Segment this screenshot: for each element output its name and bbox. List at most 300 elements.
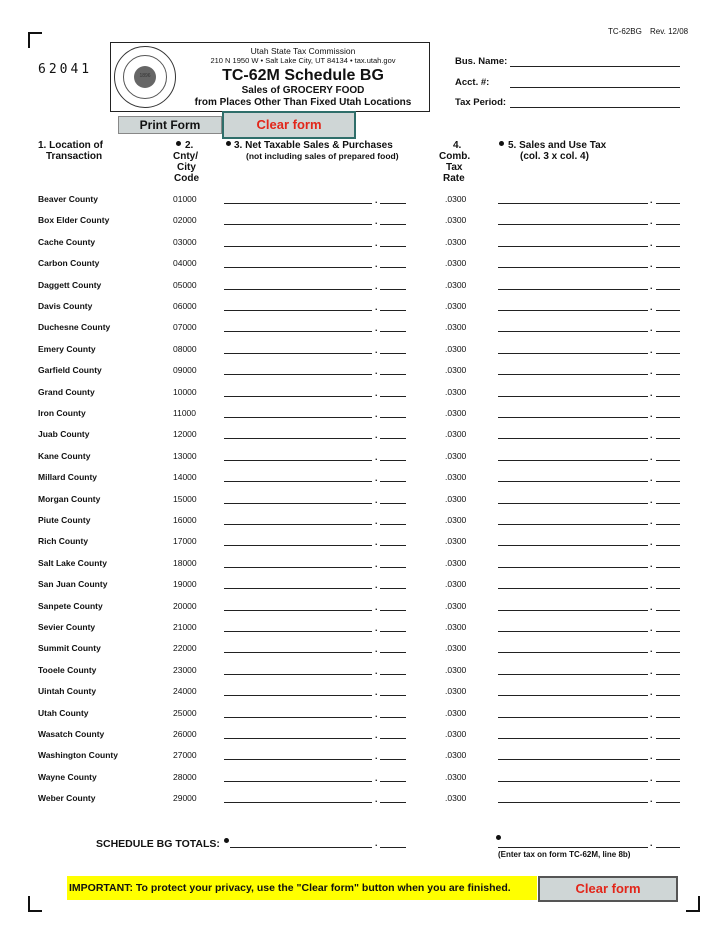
col4-header-line3: Tax bbox=[446, 162, 463, 173]
tax-rate: .0300 bbox=[445, 515, 467, 525]
net-sales-input[interactable] bbox=[224, 353, 372, 354]
tax-cents-input[interactable] bbox=[656, 331, 680, 332]
net-sales-input[interactable] bbox=[224, 460, 372, 461]
decimal-point: . bbox=[375, 644, 378, 654]
net-sales-cents-input[interactable] bbox=[380, 310, 406, 311]
tax-rate: .0300 bbox=[445, 301, 467, 311]
tax-cents-input[interactable] bbox=[656, 545, 680, 546]
county-name: Rich County bbox=[38, 536, 89, 546]
tax-rate: .0300 bbox=[445, 622, 467, 632]
tax-rate: .0300 bbox=[445, 708, 467, 718]
net-sales-cents-input[interactable] bbox=[380, 267, 406, 268]
col2-header-line3: City bbox=[177, 162, 196, 173]
county-code: 21000 bbox=[173, 622, 197, 632]
county-code: 03000 bbox=[173, 237, 197, 247]
net-sales-cents-input[interactable] bbox=[380, 224, 406, 225]
tax-cents-input[interactable] bbox=[656, 438, 680, 439]
tax-cents-input[interactable] bbox=[656, 374, 680, 375]
decimal-point: . bbox=[375, 709, 378, 719]
tax-decimal-point: . bbox=[650, 345, 653, 355]
decimal-point: . bbox=[375, 623, 378, 633]
county-name: Salt Lake County bbox=[38, 558, 107, 568]
tax-amount-input[interactable] bbox=[498, 353, 648, 354]
tax-cents-input[interactable] bbox=[656, 695, 680, 696]
net-sales-cents-input[interactable] bbox=[380, 717, 406, 718]
tax-amount-input[interactable] bbox=[498, 267, 648, 268]
county-code: 15000 bbox=[173, 494, 197, 504]
form-subtitle-2: from Places Other Than Fixed Utah Locations bbox=[194, 97, 412, 108]
tax-cents-input[interactable] bbox=[656, 717, 680, 718]
agency-address: 210 N 1950 W • Salt Lake City, UT 84134 • tax.utah.gov bbox=[210, 56, 396, 65]
decimal-point: . bbox=[375, 195, 378, 205]
tax-decimal-point: . bbox=[650, 644, 653, 654]
county-code: 25000 bbox=[173, 708, 197, 718]
net-sales-cents-input[interactable] bbox=[380, 524, 406, 525]
bullet-icon bbox=[224, 838, 229, 843]
tax-amount-input[interactable] bbox=[498, 610, 648, 611]
net-sales-input[interactable] bbox=[224, 781, 372, 782]
tax-amount-input[interactable] bbox=[498, 567, 648, 568]
net-sales-cents-input[interactable] bbox=[380, 481, 406, 482]
net-sales-cents-input[interactable] bbox=[380, 567, 406, 568]
net-sales-cents-input[interactable] bbox=[380, 695, 406, 696]
tax-rate: .0300 bbox=[445, 601, 467, 611]
county-name: Grand County bbox=[38, 387, 95, 397]
tax-decimal-point: . bbox=[650, 195, 653, 205]
decimal-point: . bbox=[375, 473, 378, 483]
net-sales-cents-input[interactable] bbox=[380, 246, 406, 247]
tax-amount-input[interactable] bbox=[498, 460, 648, 461]
tax-amount-input[interactable] bbox=[498, 374, 648, 375]
col1-header-line1: 1. Location of bbox=[38, 140, 103, 151]
tax-decimal-point: . bbox=[650, 687, 653, 697]
county-code: 16000 bbox=[173, 515, 197, 525]
tax-decimal-point: . bbox=[650, 281, 653, 291]
corner-mark-bottom-left bbox=[28, 896, 42, 912]
tax-cents-input[interactable] bbox=[656, 674, 680, 675]
clear-form-button[interactable]: Clear form bbox=[222, 111, 356, 139]
tax-rate: .0300 bbox=[445, 686, 467, 696]
tax-cents-input[interactable] bbox=[656, 738, 680, 739]
decimal-point: . bbox=[375, 366, 378, 376]
tax-decimal-point: . bbox=[650, 537, 653, 547]
decimal-point: . bbox=[375, 730, 378, 740]
col4-header-line4: Rate bbox=[443, 173, 465, 184]
tax-rate: .0300 bbox=[445, 536, 467, 546]
county-code: 26000 bbox=[173, 729, 197, 739]
tax-decimal-point: . bbox=[650, 751, 653, 761]
tax-decimal-point: . bbox=[650, 794, 653, 804]
county-name: Uintah County bbox=[38, 686, 97, 696]
net-sales-input[interactable] bbox=[224, 545, 372, 546]
tax-rate: .0300 bbox=[445, 322, 467, 332]
net-sales-cents-input[interactable] bbox=[380, 802, 406, 803]
tax-rate: .0300 bbox=[445, 472, 467, 482]
county-code: 17000 bbox=[173, 536, 197, 546]
tax-rate: .0300 bbox=[445, 494, 467, 504]
county-name: Piute County bbox=[38, 515, 91, 525]
county-name: Millard County bbox=[38, 472, 98, 482]
tax-cents-input[interactable] bbox=[656, 567, 680, 568]
net-sales-cents-input[interactable] bbox=[380, 588, 406, 589]
county-code: 29000 bbox=[173, 793, 197, 803]
totals-decimal-point: . bbox=[375, 838, 378, 848]
corner-mark-top-left bbox=[28, 32, 42, 48]
net-sales-cents-input[interactable] bbox=[380, 759, 406, 760]
county-code: 12000 bbox=[173, 429, 197, 439]
net-sales-input[interactable] bbox=[224, 331, 372, 332]
form-revision: Rev. 12/08 bbox=[650, 27, 689, 36]
tax-decimal-point: . bbox=[650, 623, 653, 633]
tax-amount-input[interactable] bbox=[498, 203, 648, 204]
county-name: Duchesne County bbox=[38, 322, 111, 332]
tax-amount-input[interactable] bbox=[498, 545, 648, 546]
tax-cents-input[interactable] bbox=[656, 460, 680, 461]
tax-decimal-point: . bbox=[650, 302, 653, 312]
decimal-point: . bbox=[375, 259, 378, 269]
net-sales-input[interactable] bbox=[224, 417, 372, 418]
county-name: Morgan County bbox=[38, 494, 101, 504]
tax-cents-input[interactable] bbox=[656, 781, 680, 782]
tax-amount-input[interactable] bbox=[498, 759, 648, 760]
decimal-point: . bbox=[375, 238, 378, 248]
tax-decimal-point: . bbox=[650, 216, 653, 226]
net-sales-cents-input[interactable] bbox=[380, 781, 406, 782]
totals-tax-input[interactable] bbox=[498, 847, 648, 848]
net-sales-input[interactable] bbox=[224, 524, 372, 525]
county-code: 27000 bbox=[173, 750, 197, 760]
tax-amount-input[interactable] bbox=[498, 481, 648, 482]
net-sales-cents-input[interactable] bbox=[380, 738, 406, 739]
decimal-point: . bbox=[375, 751, 378, 761]
county-name: Iron County bbox=[38, 408, 86, 418]
county-name: Garfield County bbox=[38, 365, 102, 375]
tax-amount-input[interactable] bbox=[498, 224, 648, 225]
county-code: 10000 bbox=[173, 387, 197, 397]
col2-header-line2: Cnty/ bbox=[173, 151, 198, 162]
important-notice: IMPORTANT: To protect your privacy, use the "Clear form" button when you are finished. bbox=[67, 876, 537, 900]
totals-note: (Enter tax on form TC-62M, line 8b) bbox=[498, 850, 631, 859]
net-sales-cents-input[interactable] bbox=[380, 203, 406, 204]
form-id: TC-62BG bbox=[608, 27, 642, 36]
net-sales-cents-input[interactable] bbox=[380, 610, 406, 611]
tax-cents-input[interactable] bbox=[656, 588, 680, 589]
county-name: Davis County bbox=[38, 301, 93, 311]
county-name: Carbon County bbox=[38, 258, 100, 268]
decimal-point: . bbox=[375, 388, 378, 398]
county-code: 02000 bbox=[173, 215, 197, 225]
county-name: Weber County bbox=[38, 793, 96, 803]
tax-cents-input[interactable] bbox=[656, 310, 680, 311]
tax-decimal-point: . bbox=[650, 388, 653, 398]
county-name: Daggett County bbox=[38, 280, 102, 290]
net-sales-input[interactable] bbox=[224, 503, 372, 504]
tax-rate: .0300 bbox=[445, 215, 467, 225]
corner-mark-bottom-right bbox=[686, 896, 700, 912]
tax-amount-input[interactable] bbox=[498, 503, 648, 504]
net-sales-cents-input[interactable] bbox=[380, 631, 406, 632]
form-title: TC-62M Schedule BG bbox=[222, 67, 384, 84]
tax-amount-input[interactable] bbox=[498, 674, 648, 675]
net-sales-input[interactable] bbox=[224, 438, 372, 439]
tax-rate: .0300 bbox=[445, 793, 467, 803]
tax-decimal-point: . bbox=[650, 366, 653, 376]
net-sales-cents-input[interactable] bbox=[380, 417, 406, 418]
county-code: 04000 bbox=[173, 258, 197, 268]
totals-net-sales-cents-input[interactable] bbox=[380, 847, 406, 848]
net-sales-cents-input[interactable] bbox=[380, 374, 406, 375]
tax-decimal-point: . bbox=[650, 709, 653, 719]
tax-decimal-point: . bbox=[650, 666, 653, 676]
tax-decimal-point: . bbox=[650, 259, 653, 269]
county-name: Summit County bbox=[38, 643, 101, 653]
tax-amount-input[interactable] bbox=[498, 524, 648, 525]
tax-cents-input[interactable] bbox=[656, 267, 680, 268]
net-sales-input[interactable] bbox=[224, 802, 372, 803]
decimal-point: . bbox=[375, 281, 378, 291]
county-name: Utah County bbox=[38, 708, 89, 718]
tax-amount-input[interactable] bbox=[498, 802, 648, 803]
tax-cents-input[interactable] bbox=[656, 481, 680, 482]
net-sales-input[interactable] bbox=[224, 588, 372, 589]
bullet-icon bbox=[496, 835, 501, 840]
tax-rate: .0300 bbox=[445, 258, 467, 268]
decimal-point: . bbox=[375, 452, 378, 462]
net-sales-cents-input[interactable] bbox=[380, 652, 406, 653]
county-code: 22000 bbox=[173, 643, 197, 653]
decimal-point: . bbox=[375, 302, 378, 312]
net-sales-cents-input[interactable] bbox=[380, 438, 406, 439]
net-sales-input[interactable] bbox=[224, 267, 372, 268]
acct-label: Acct. #: bbox=[455, 77, 490, 88]
decimal-point: . bbox=[375, 516, 378, 526]
tax-rate: .0300 bbox=[445, 665, 467, 675]
net-sales-input[interactable] bbox=[224, 759, 372, 760]
county-code: 13000 bbox=[173, 451, 197, 461]
net-sales-input[interactable] bbox=[224, 695, 372, 696]
tax-rate: .0300 bbox=[445, 451, 467, 461]
tax-cents-input[interactable] bbox=[656, 289, 680, 290]
tax-decimal-point: . bbox=[650, 323, 653, 333]
col5-header-line1: 5. Sales and Use Tax bbox=[508, 140, 607, 151]
county-name: Sanpete County bbox=[38, 601, 103, 611]
col4-header-line1: 4. bbox=[453, 140, 462, 151]
decimal-point: . bbox=[375, 602, 378, 612]
tax-decimal-point: . bbox=[650, 516, 653, 526]
tax-cents-input[interactable] bbox=[656, 353, 680, 354]
net-sales-input[interactable] bbox=[224, 289, 372, 290]
decimal-point: . bbox=[375, 559, 378, 569]
print-form-button[interactable]: Print Form bbox=[118, 116, 222, 134]
tax-cents-input[interactable] bbox=[656, 631, 680, 632]
tax-amount-input[interactable] bbox=[498, 246, 648, 247]
tax-rate: .0300 bbox=[445, 387, 467, 397]
tax-rate: .0300 bbox=[445, 729, 467, 739]
tax-rate: .0300 bbox=[445, 429, 467, 439]
col2-header-line4: Code bbox=[174, 173, 199, 184]
tax-amount-input[interactable] bbox=[498, 310, 648, 311]
tax-cents-input[interactable] bbox=[656, 246, 680, 247]
tax-decimal-point: . bbox=[650, 580, 653, 590]
net-sales-input[interactable] bbox=[224, 717, 372, 718]
decimal-point: . bbox=[375, 495, 378, 505]
county-name: Wasatch County bbox=[38, 729, 105, 739]
county-code: 19000 bbox=[173, 579, 197, 589]
tax-amount-input[interactable] bbox=[498, 396, 648, 397]
col3-header-line1: 3. Net Taxable Sales & Purchases bbox=[234, 140, 393, 151]
tax-rate: .0300 bbox=[445, 558, 467, 568]
tax-rate: .0300 bbox=[445, 344, 467, 354]
tax-cents-input[interactable] bbox=[656, 203, 680, 204]
tax-period-input[interactable] bbox=[510, 107, 680, 108]
col3-header-line2: (not including sales of prepared food) bbox=[246, 151, 399, 161]
tax-amount-input[interactable] bbox=[498, 695, 648, 696]
county-code: 18000 bbox=[173, 558, 197, 568]
tax-cents-input[interactable] bbox=[656, 524, 680, 525]
form-number: 62041 bbox=[38, 62, 93, 77]
tax-decimal-point: . bbox=[650, 773, 653, 783]
tax-decimal-point: . bbox=[650, 238, 653, 248]
decimal-point: . bbox=[375, 580, 378, 590]
totals-tax-cents-input[interactable] bbox=[656, 847, 680, 848]
acct-input[interactable] bbox=[510, 87, 680, 88]
county-name: Tooele County bbox=[38, 665, 97, 675]
county-code: 07000 bbox=[173, 322, 197, 332]
decimal-point: . bbox=[375, 409, 378, 419]
tax-amount-input[interactable] bbox=[498, 588, 648, 589]
decimal-point: . bbox=[375, 794, 378, 804]
county-code: 24000 bbox=[173, 686, 197, 696]
net-sales-input[interactable] bbox=[224, 310, 372, 311]
totals-label: SCHEDULE BG TOTALS: bbox=[96, 838, 220, 850]
tax-cents-input[interactable] bbox=[656, 396, 680, 397]
decimal-point: . bbox=[375, 430, 378, 440]
tax-rate: .0300 bbox=[445, 643, 467, 653]
tax-rate: .0300 bbox=[445, 280, 467, 290]
net-sales-input[interactable] bbox=[224, 203, 372, 204]
county-name: Cache County bbox=[38, 237, 96, 247]
net-sales-cents-input[interactable] bbox=[380, 353, 406, 354]
tax-cents-input[interactable] bbox=[656, 417, 680, 418]
net-sales-cents-input[interactable] bbox=[380, 503, 406, 504]
net-sales-cents-input[interactable] bbox=[380, 545, 406, 546]
net-sales-input[interactable] bbox=[224, 481, 372, 482]
col1-header-line2: Transaction bbox=[46, 151, 103, 162]
decimal-point: . bbox=[375, 216, 378, 226]
net-sales-cents-input[interactable] bbox=[380, 289, 406, 290]
tax-cents-input[interactable] bbox=[656, 503, 680, 504]
county-code: 09000 bbox=[173, 365, 197, 375]
tax-rate: .0300 bbox=[445, 772, 467, 782]
tax-amount-input[interactable] bbox=[498, 717, 648, 718]
state-seal-icon bbox=[114, 46, 176, 108]
county-name: Wayne County bbox=[38, 772, 97, 782]
clear-form-button-bottom[interactable]: Clear form bbox=[538, 876, 678, 902]
net-sales-input[interactable] bbox=[224, 738, 372, 739]
net-sales-cents-input[interactable] bbox=[380, 396, 406, 397]
county-code: 11000 bbox=[173, 408, 197, 418]
tax-cents-input[interactable] bbox=[656, 224, 680, 225]
net-sales-input[interactable] bbox=[224, 396, 372, 397]
bullet-icon bbox=[176, 141, 181, 146]
tax-rate: .0300 bbox=[445, 365, 467, 375]
net-sales-input[interactable] bbox=[224, 224, 372, 225]
county-name: Washington County bbox=[38, 750, 118, 760]
county-name: Juab County bbox=[38, 429, 90, 439]
county-code: 14000 bbox=[173, 472, 197, 482]
bus-name-input[interactable] bbox=[510, 66, 680, 67]
tax-amount-input[interactable] bbox=[498, 331, 648, 332]
net-sales-input[interactable] bbox=[224, 374, 372, 375]
county-code: 08000 bbox=[173, 344, 197, 354]
bullet-icon bbox=[499, 141, 504, 146]
decimal-point: . bbox=[375, 687, 378, 697]
form-subtitle-1: Sales of GROCERY FOOD bbox=[241, 85, 365, 96]
col5-header-line2: (col. 3 x col. 4) bbox=[520, 151, 589, 162]
county-code: 28000 bbox=[173, 772, 197, 782]
net-sales-input[interactable] bbox=[224, 246, 372, 247]
tax-decimal-point: . bbox=[650, 473, 653, 483]
tax-amount-input[interactable] bbox=[498, 781, 648, 782]
net-sales-input[interactable] bbox=[224, 652, 372, 653]
tax-cents-input[interactable] bbox=[656, 802, 680, 803]
net-sales-cents-input[interactable] bbox=[380, 331, 406, 332]
county-code: 01000 bbox=[173, 194, 197, 204]
tax-rate: .0300 bbox=[445, 579, 467, 589]
tax-decimal-point: . bbox=[650, 409, 653, 419]
county-code: 05000 bbox=[173, 280, 197, 290]
tax-decimal-point: . bbox=[650, 602, 653, 612]
decimal-point: . bbox=[375, 773, 378, 783]
net-sales-cents-input[interactable] bbox=[380, 674, 406, 675]
tax-amount-input[interactable] bbox=[498, 631, 648, 632]
tax-amount-input[interactable] bbox=[498, 652, 648, 653]
county-name: Beaver County bbox=[38, 194, 98, 204]
net-sales-input[interactable] bbox=[224, 610, 372, 611]
tax-rate: .0300 bbox=[445, 750, 467, 760]
county-name: San Juan County bbox=[38, 579, 108, 589]
tax-amount-input[interactable] bbox=[498, 738, 648, 739]
tax-decimal-point: . bbox=[650, 452, 653, 462]
decimal-point: . bbox=[375, 345, 378, 355]
tax-amount-input[interactable] bbox=[498, 438, 648, 439]
col4-header-line2: Comb. bbox=[439, 151, 471, 162]
tax-period-label: Tax Period: bbox=[455, 97, 507, 108]
net-sales-input[interactable] bbox=[224, 631, 372, 632]
bus-name-label: Bus. Name: bbox=[455, 56, 508, 67]
tax-cents-input[interactable] bbox=[656, 610, 680, 611]
county-name: Kane County bbox=[38, 451, 91, 461]
decimal-point: . bbox=[375, 537, 378, 547]
decimal-point: . bbox=[375, 666, 378, 676]
tax-amount-input[interactable] bbox=[498, 417, 648, 418]
county-code: 23000 bbox=[173, 665, 197, 675]
tax-decimal-point: . bbox=[650, 430, 653, 440]
county-code: 06000 bbox=[173, 301, 197, 311]
col2-header-line1: 2. bbox=[185, 140, 194, 151]
net-sales-input[interactable] bbox=[224, 567, 372, 568]
net-sales-input[interactable] bbox=[224, 674, 372, 675]
net-sales-cents-input[interactable] bbox=[380, 460, 406, 461]
bullet-icon bbox=[226, 141, 231, 146]
county-code: 20000 bbox=[173, 601, 197, 611]
tax-cents-input[interactable] bbox=[656, 759, 680, 760]
county-name: Sevier County bbox=[38, 622, 96, 632]
tax-amount-input[interactable] bbox=[498, 289, 648, 290]
tax-cents-input[interactable] bbox=[656, 652, 680, 653]
totals-net-sales-input[interactable] bbox=[230, 847, 372, 848]
seal-year: 1896 bbox=[139, 73, 151, 79]
